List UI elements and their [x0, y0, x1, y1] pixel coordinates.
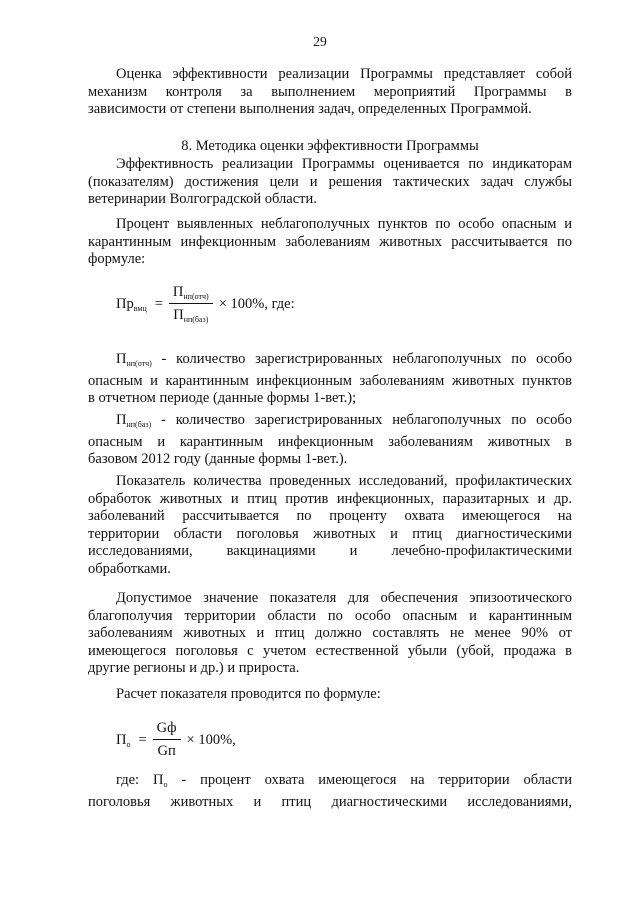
- text-line: Эффективность реализации Программы оценивается по индикаторам: [116, 156, 572, 172]
- formula-denominator: $П_{нп(баз)}$: [173, 307, 209, 324]
- formula-lhs: $П_о$: [116, 731, 131, 749]
- text-line: Допустимое значение показателя для обеспечения эпизоотического: [116, 590, 572, 606]
- text-line: опасным и карантинным инфекционным заболеваниям животных в: [88, 433, 572, 450]
- formula-fraction: [169, 284, 213, 324]
- formula-denominator: Gп: [157, 743, 176, 759]
- text-line: ветеринарии Волгоградской области.: [88, 191, 317, 207]
- text-line: поголовья животных и птиц диагностическими исследованиями,: [88, 793, 572, 810]
- section-heading-text: 8. Методика оценки эффективности Программы: [181, 138, 479, 154]
- text-line: $П_{нп(баз)}$ - количество зарегистрированных неблагополучных по особо: [116, 412, 572, 429]
- paragraph-calculation-intro: [88, 686, 572, 704]
- definition-current-period: [88, 351, 572, 408]
- formula-lhs: $Пр_{вмц}$: [116, 295, 147, 313]
- formula-percent-outbreaks: [116, 284, 295, 324]
- section-heading: [88, 138, 572, 156]
- text-line: Оценка эффективности реализации Программы представляет собой: [116, 66, 572, 82]
- formula-numerator: $П_{нп(отч)}$: [169, 284, 213, 304]
- page-number: 29: [313, 34, 327, 49]
- text-line: где: $П_о$ - процент охвата имеющегося на территории области: [116, 772, 572, 789]
- text-line: базовом 2012 году (данные формы 1-вет.).: [88, 451, 348, 467]
- text-line: обработками.: [88, 560, 171, 577]
- paragraph-evaluation-intro: [88, 66, 572, 119]
- text-line: исследованиями, вакцинациями и лечебно-профилактическими: [88, 543, 572, 559]
- text-line: механизм контроля за выполнением мероприятий Программы в: [88, 83, 572, 100]
- formula-equals: =: [154, 295, 163, 312]
- paragraph-where-definition: [88, 772, 572, 811]
- text-line: Показатель количества проведенных исследований, профилактических: [116, 473, 572, 489]
- text-line: обработок животных и птиц против инфекционных, паразитарных и др.: [88, 490, 572, 507]
- text-line: Расчет показателя проводится по формуле:: [116, 686, 381, 702]
- paragraph-acceptable-value: [88, 590, 572, 678]
- text-line: в отчетном периоде (данные формы 1-вет.);: [88, 390, 357, 406]
- paragraph-efficiency: [88, 156, 572, 209]
- text-line: (показателям) достижения цели и решения тактических задач службы: [88, 173, 572, 190]
- formula-tail: × 100%, где:: [218, 295, 295, 312]
- text-line: зависимости от степени выполнения задач, определенных Программой.: [88, 101, 532, 117]
- formula-coverage: [116, 720, 236, 760]
- formula-fraction: [153, 720, 181, 760]
- text-line: территории области поголовья животных и птиц диагностическими: [88, 525, 572, 542]
- text-line: Процент выявленных неблагополучных пунктов по особо опасным и: [116, 216, 572, 232]
- formula-tail: × 100%,: [186, 731, 236, 748]
- definition-base-period: [88, 412, 572, 469]
- text-line: другие регионы и др.) и прироста.: [88, 660, 300, 676]
- text-line: заболеваниям животных и птиц должно составлять не менее 90% от: [88, 625, 572, 641]
- text-line: опасным и карантинным инфекционным заболеваниям животных пунктов: [88, 372, 572, 389]
- formula-numerator: Gф: [153, 720, 181, 740]
- text-line: карантинным инфекционным заболеваниям животных рассчитывается по: [88, 233, 572, 250]
- text-line: формуле:: [88, 251, 146, 267]
- paragraph-research-indicator: [88, 473, 572, 578]
- text-line: $П_{нп(отч)}$ - количество зарегистрированных неблагополучных по особо: [116, 351, 572, 368]
- formula-equals: =: [138, 731, 147, 748]
- text-line: благополучия территории области по особо опасным и карантинным: [88, 607, 572, 624]
- text-line: заболеваний рассчитывается по проценту охвата имеющегося на: [88, 508, 572, 524]
- text-line: имеющегося поголовья с учетом естественной убыли (убой, продажа в: [88, 642, 572, 659]
- paragraph-percent-formula-intro: [88, 216, 572, 269]
